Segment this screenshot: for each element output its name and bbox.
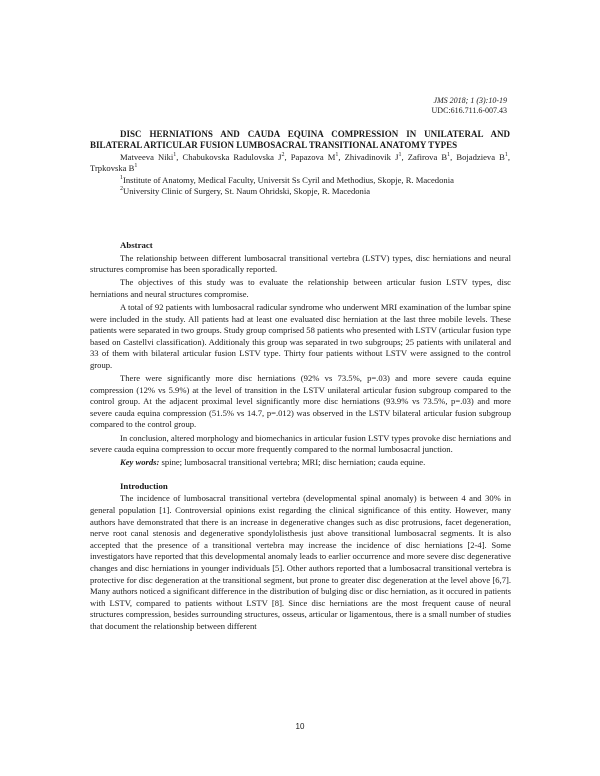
journal-citation: JMS 2018; 1 (3):10-19 [433, 96, 507, 105]
author: Zhivadinovik $J^1$ [344, 151, 402, 162]
author: Papazova $M^1$ [290, 151, 339, 162]
page-number: 10 [295, 722, 305, 731]
author: Chabukovska Radulovska $J^2$ [182, 151, 285, 162]
body-text [90, 240, 511, 634]
author: Bojadzieva $B^1$ [456, 151, 508, 162]
abstract-heading: Abstract [120, 240, 153, 250]
introduction-paragraph: The incidence of lumbosacral transitional vertebra (developmental spinal anomaly) is between 4 and 30% in general population [1]. Controversial opinions exist regarding the clinical significance of this entity. However, many authors have demonstrated that there is an increase in degenerative changes such as disc protrusions, facet degeneration, nerve root canal stenosis and degenerative spondylolisthesis just above transitional lumbosacral segments. It is also accepted that the presence of a transitional vertebra may increase the incidence of disc herniations [2-4]. Some investigators have reported that this developmental anomaly leads to earlier occurrence and more severe disc degenerative changes and disc herniations in younger individuals [5]. Other authors reported that a lumbosacral transitional vertebra is protective for disc degeneration at the transitional segment, but prone to greater disc degeneration at the level above [6,7]. Many authors noticed a significant difference in the distribution of bulging disc or disc herniation, as it occured in patients with LSTV, compared to patients without LSTV [8]. Since disc herniations are the most frequent cause of neural structures compression, besides surrounding structures, osseus, articular or ligamentous, there is a small number of studies that document the relationship between different [90, 493, 511, 631]
affiliation-1: $^1$Institute of Anatomy, Medical Faculty, Universit Ss Cyril and Methodius, Skopje, R. Macedonia [120, 174, 454, 185]
author: Trpkovska $B^1$ [90, 163, 138, 174]
abstract-paragraph: There were significantly more disc herniations (92% vs 73.5%, p=.03) and more severe cauda equine compression (12% vs 5.9%) at the level of transition in the LSTV unilateral articular fusion subgroup compared to the control group. At the adjacent proximal level significantly more disc herniations (93.9% vs 73.5%, p=.03) and more severe cauda equina compression (51.5% vs 14.7, p=.012) was observed in the LSTV bilateral articular fusion subgroup compared to the control group. [90, 373, 511, 430]
udc-code: UDC:616.711.6-007.43 [431, 106, 507, 115]
author-list: Matveeva Niki$^1$, Chabukovska Radulovska $J^2$, Papazova $M^1$, Zhivadinovik $J^1$, Zafirova $B^1$, Bojadzieva $B^1$, Trpkovska $B^1$ [90, 151, 511, 174]
keywords [120, 457, 511, 469]
introduction-heading: Introduction [120, 480, 168, 491]
abstract-paragraph: The objectives of this study was to evaluate the relationship between articular fusion LSTV types, disc herniations and neural structures compromise. [90, 277, 511, 299]
abstract-paragraph: The relationship between different lumbosacral transitional vertebra (LSTV) types, disc herniations and neural structures compromise has been sporadically reported. [90, 252, 511, 275]
title-block [90, 129, 510, 197]
author: Matveeva Niki$^1$ [120, 151, 177, 162]
abstract-paragraph: In conclusion, altered morphology and biomechanics in articular fusion LSTV types provoke disc herniations and severe cauda equina compression to occur more frequently compared to the normal lumbosacral junction. [90, 432, 511, 455]
affiliation-2: $^2$University Clinic of Surgery, St. Naum Ohridski, Skopje, R. Macedonia [120, 186, 371, 197]
keywords-label: Key words: [120, 457, 160, 468]
abstract-paragraph: A total of 92 patients with lumbosacral radicular syndrome who underwent MRI examination of the lumbar spine were included in the study. All patients had at least one evaluated disc herniation at the last three mobile levels. These patients were separated in two groups. Study group comprised 58 patients who presented with LSTV (articular fusion type based on Castellvi classification). Additionaly this group was separated in two subgroups; 25 patients with unilateral and 33 of them with bilateral articular fusion LSTV type. Thirty four patients without LSTV were assigned to the control group. [90, 301, 511, 370]
keywords-text: spine; lumbosacral transitional vertebra; MRI; disc herniation; cauda equine. [161, 457, 426, 468]
journal-citation-block [432, 96, 507, 116]
author: Zafirova $B^1$ [407, 151, 451, 162]
paper-title: DISC HERNIATIONS AND CAUDA EQUINA COMPRESSION IN UNILATERAL AND BILATERAL ARTICULAR FUSION LUMBOSACRAL TRANSITIONAL ANATOMY TYPES [90, 129, 510, 151]
